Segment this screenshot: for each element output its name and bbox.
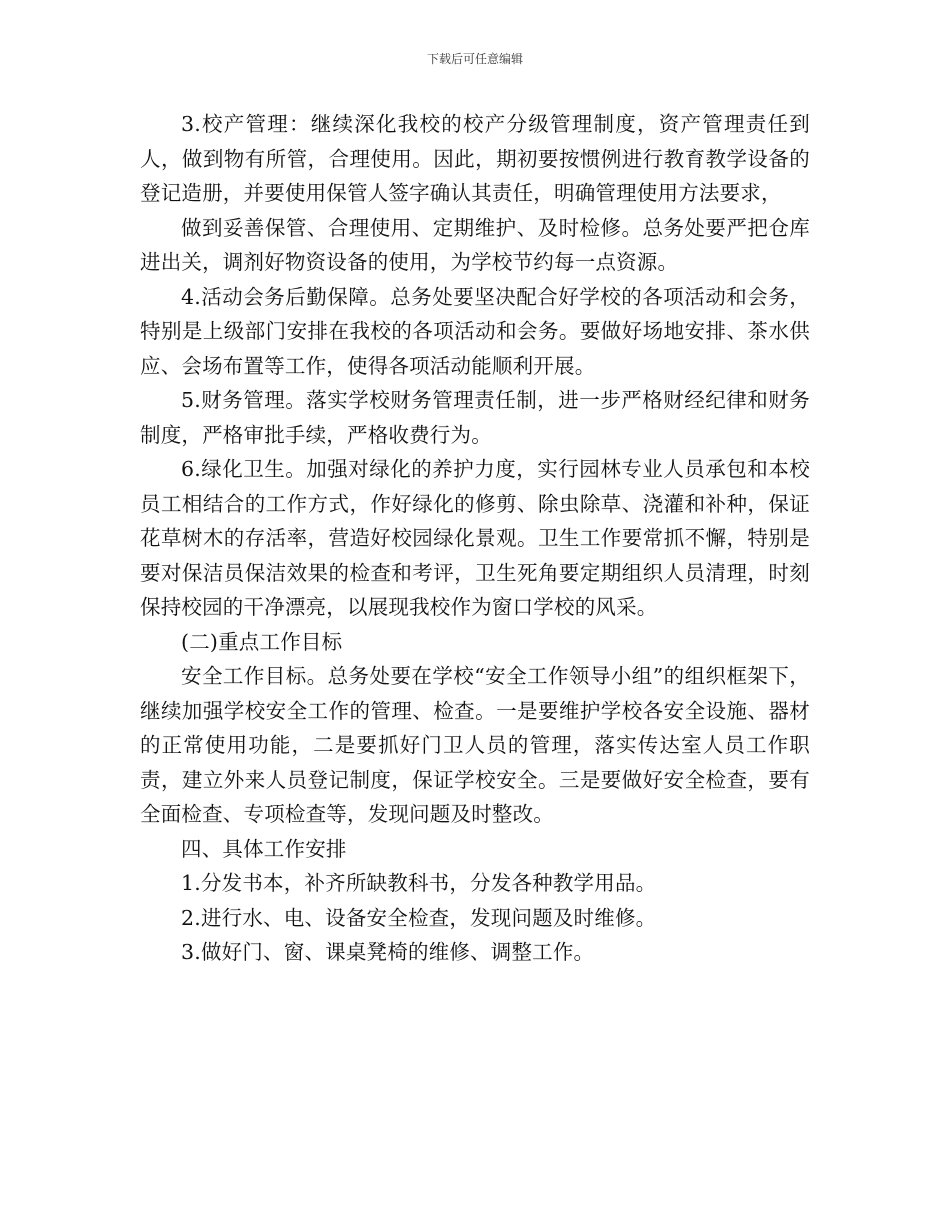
paragraph-safety-goals: 安全工作目标。总务处要在学校“安全工作领导小组”的组织框架下，继续加强学校安全工作的管理、检查。一是要维护学校各安全设施、器材的正常使用功能，二是要抓好门卫人员的管理，落实传达室人员工作职责，建立外来人员登记制度，保证学校安全。三是要做好安全检查，要有全面检查、专项检查等，发现问题及时整改。 (140, 664, 810, 826)
list-item-furniture-repair: 3.做好门、窗、课桌凳椅的维修、调整工作。 (181, 940, 595, 964)
section-heading-key-goals: (二)重点工作目标 (181, 629, 343, 654)
document-body (140, 107, 810, 970)
paragraph-asset-management: 3.校产管理：继续深化我校的校产分级管理制度，资产管理责任到人，做到物有所管，合理使用。因此，期初要按惯例进行教育教学设备的登记造册，并要使用保管人签字确认其责任，明确管理使用方法要求， (140, 112, 810, 205)
paragraph-asset-maintenance: 做到妥善保管、合理使用、定期维护、及时检修。总务处要严把仓库进出关，调剂好物资设备的使用，为学校节约每一点资源。 (140, 215, 810, 274)
paragraph-financial-management: 5.财务管理。落实学校财务管理责任制，进一步严格财经纪律和财务制度，严格审批手续，严格收费行为。 (140, 388, 810, 447)
paragraph-event-logistics: 4.活动会务后勤保障。总务处要坚决配合好学校的各项活动和会务，特别是上级部门安排在我校的各项活动和会务。要做好场地安排、茶水供应、会场布置等工作，使得各项活动能顺利开展。 (140, 284, 810, 378)
page-header: 下载后可任意编辑 (426, 52, 523, 66)
section-heading-work-arrangement: 四、具体工作安排 (181, 836, 347, 861)
list-item-textbooks: 1.分发书本，补齐所缺教科书，分发各种教学用品。 (181, 871, 657, 895)
list-item-safety-check: 2.进行水、电、设备安全检查，发现问题及时维修。 (181, 905, 657, 930)
paragraph-greening-hygiene: 6.绿化卫生。加强对绿化的养护力度，实行园林专业人员承包和本校员工相结合的工作方式，作好绿化的修剪、除虫除草、浇灌和补种，保证花草树木的存活率，营造好校园绿化景观。卫生工作要常抓不懈，特别是要对保洁员保洁效果的检查和考评，卫生死角要定期组织人员清理，时刻保持校园的干净漂亮，以展现我校作为窗口学校的风采。 (140, 457, 810, 619)
